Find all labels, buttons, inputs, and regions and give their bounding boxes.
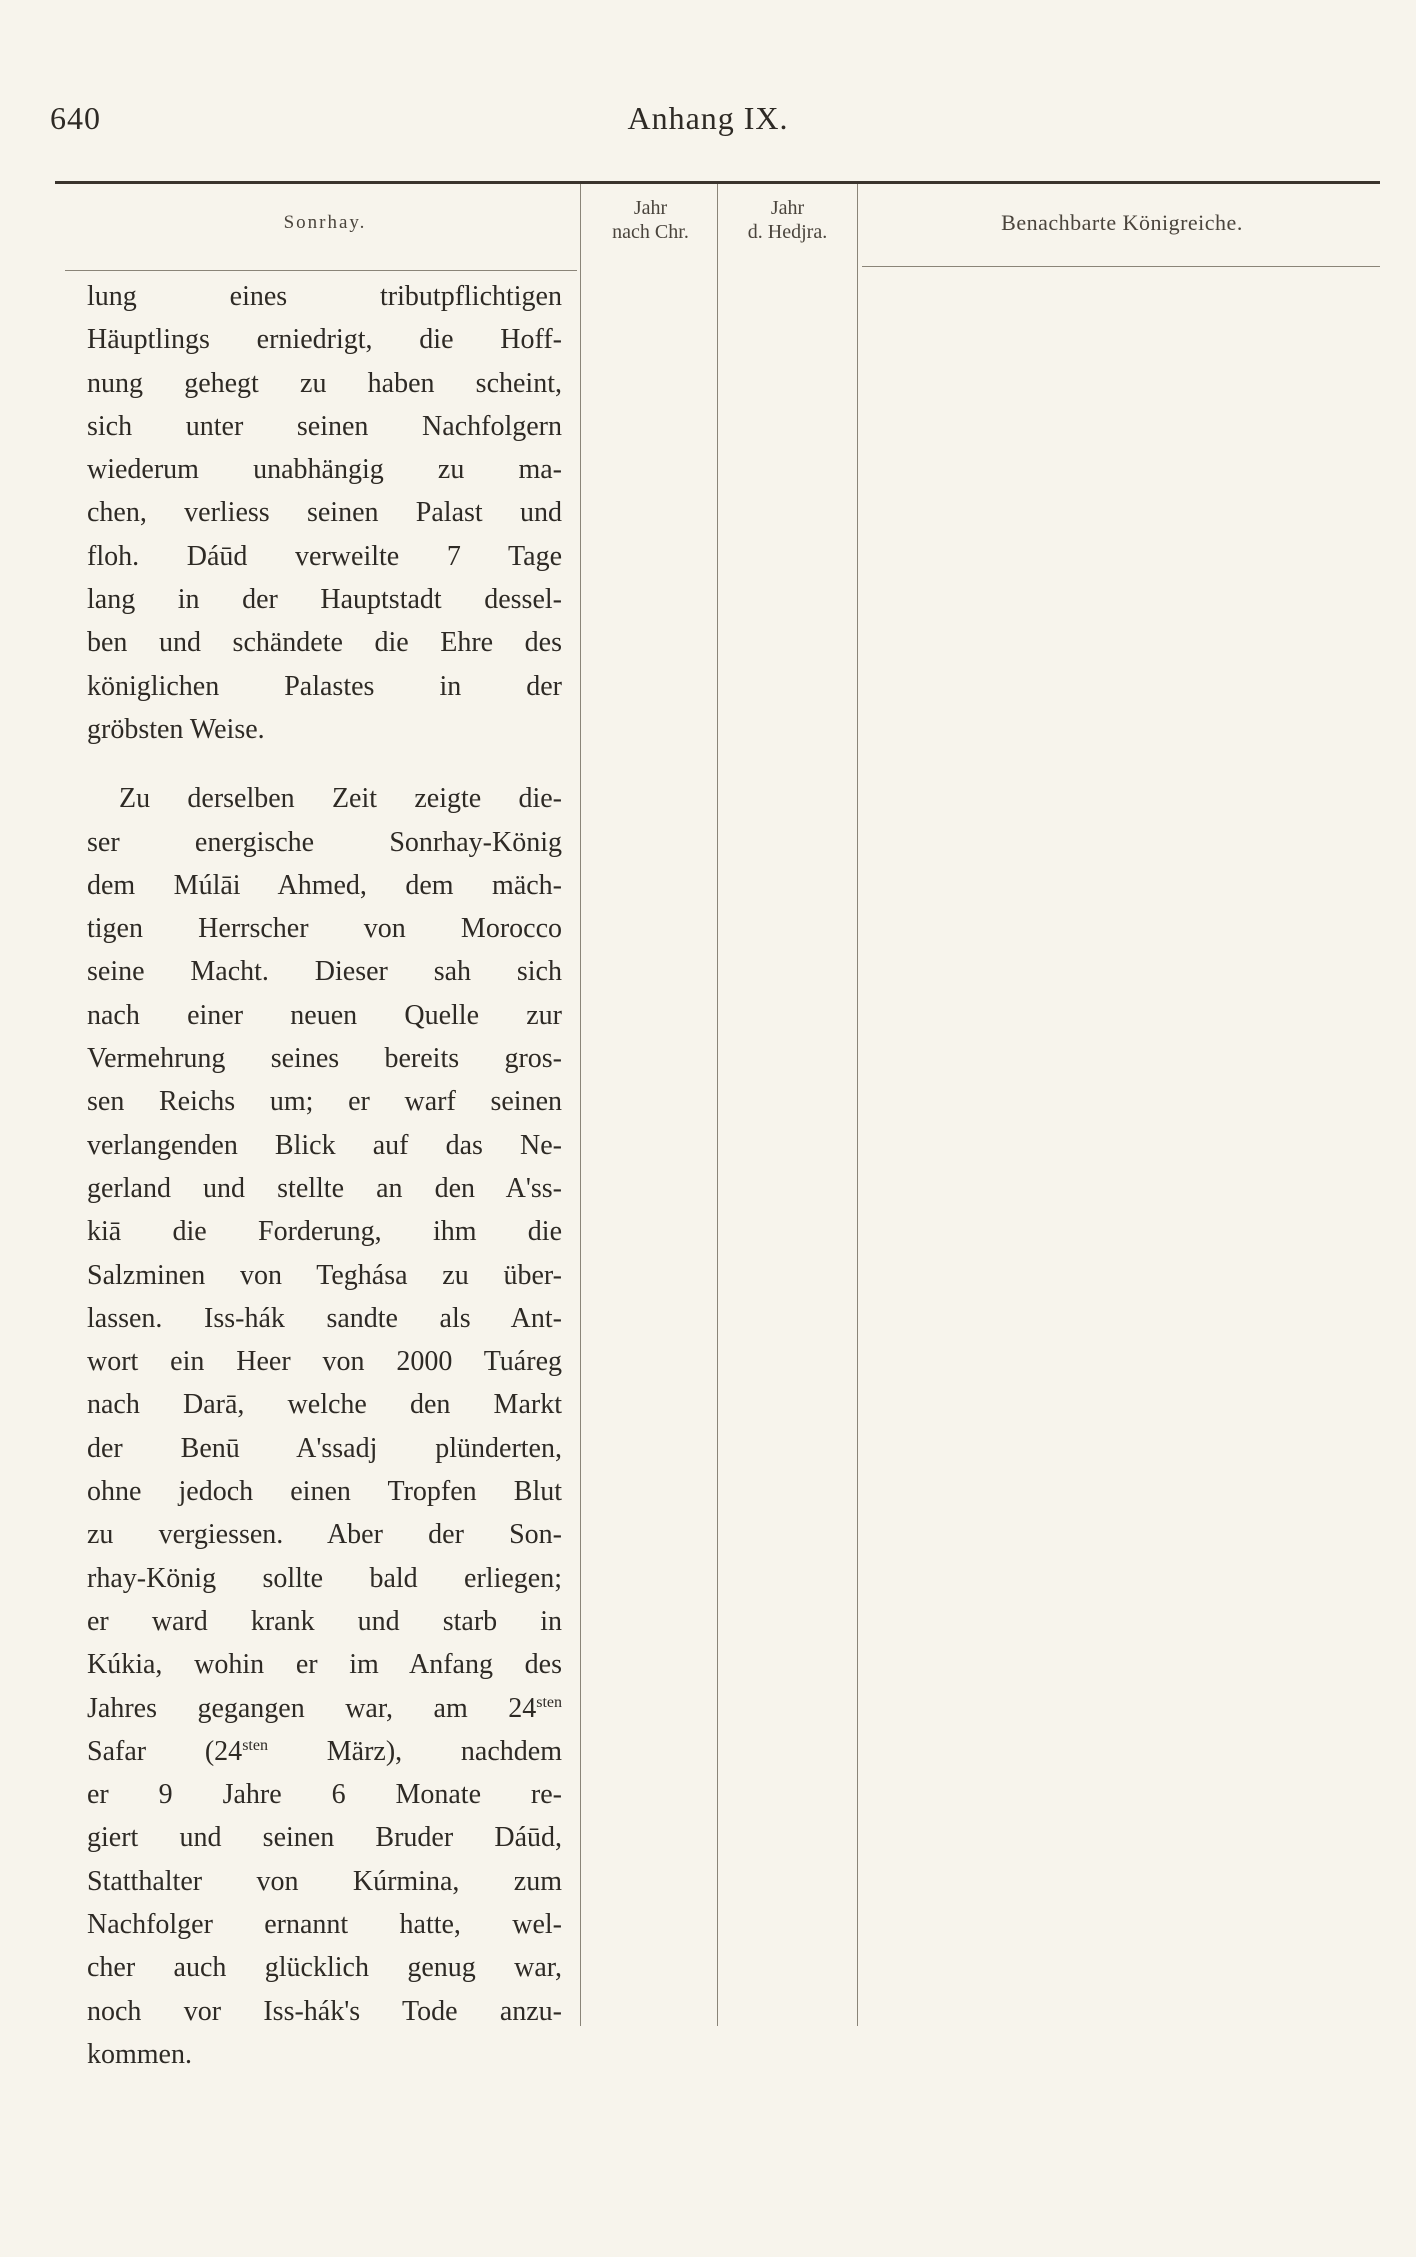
superscript: sten	[242, 1736, 268, 1754]
column-divider-2	[717, 184, 718, 2026]
page-number: 640	[50, 100, 101, 136]
text-line: königlichen Palastes in der	[87, 670, 562, 702]
text-line: Kúkia, wohin er im Anfang des	[87, 1649, 562, 1681]
text-line: cher auch glücklich genug war,	[87, 1952, 562, 1984]
main-text	[87, 275, 562, 2076]
paragraph-gap	[87, 751, 562, 777]
text-line: wort ein Heer von 2000 Tuáreg	[87, 1346, 562, 1378]
text-line: er ward krank und starb in	[87, 1605, 562, 1637]
text-line: wiederum unabhängig zu ma-	[87, 454, 562, 486]
text-line: seine Macht. Dieser sah sich	[87, 956, 562, 988]
text-line: giert und seinen Bruder Dáūd,	[87, 1822, 562, 1854]
text-line: lung eines tributpflichtigen	[87, 281, 562, 312]
text-line: chen, verliess seinen Palast und	[87, 497, 562, 529]
text-line: der Benū A'ssadj plünderten,	[87, 1432, 562, 1464]
text-line: nung gehegt zu haben scheint,	[87, 367, 562, 399]
column-header-year-hedjra-line1: Jahr	[770, 197, 805, 219]
text-line: rhay-König sollte bald erliegen;	[87, 1562, 562, 1594]
text-line: ohne jedoch einen Tropfen Blut	[87, 1476, 562, 1508]
text-line: sen Reichs um; er warf seinen	[87, 1086, 562, 1118]
text-line: kommen.	[87, 2038, 192, 2070]
text-line: nach Darā, welche den Markt	[87, 1389, 562, 1421]
column-header-year-chr-line2: nach Chr.	[612, 221, 689, 243]
column-divider-3	[857, 184, 858, 2026]
text-line: kiā die Forderung, ihm die	[87, 1216, 562, 1248]
text-line: verlangenden Blick auf das Ne-	[87, 1129, 562, 1161]
running-head: Anhang IX.	[627, 100, 789, 136]
column-header-sonrhay: Sonrhay.	[283, 212, 367, 233]
text-fragment: Safar (24	[87, 1735, 243, 1767]
column-header-year-hedjra-line2: d. Hedjra.	[747, 221, 828, 243]
text-line: zu vergiessen. Aber der Son-	[87, 1519, 562, 1551]
text-line: gerland und stellte an den A'ss-	[87, 1172, 562, 1204]
superscript: sten	[536, 1693, 562, 1711]
text-line: sich unter seinen Nachfolgern	[87, 410, 562, 442]
text-line: Häuptlings erniedrigt, die Hoff-	[87, 324, 562, 356]
column-header-year-chr-line1: Jahr	[633, 197, 668, 219]
text-line: Statthalter von Kúrmina, zum	[87, 1865, 562, 1897]
text-line: lang in der Hauptstadt dessel-	[87, 584, 562, 616]
text-line: Vermehrung seines bereits gros-	[87, 1043, 562, 1075]
text-line: Salzminen von Teghása zu über-	[87, 1259, 562, 1291]
column-header-year-hedjra	[720, 196, 855, 244]
text-line: ser energische Sonrhay-König	[87, 826, 562, 858]
text-fragment: Jahres gegangen war, am 24	[87, 1692, 537, 1724]
text-line: noch vor Iss-hák's Tode anzu-	[87, 1995, 562, 2027]
text-line: floh. Dáūd verweilte 7 Tage	[87, 540, 562, 572]
text-fragment: März), nachdem	[267, 1735, 562, 1767]
header-rule-sonrhay	[65, 270, 577, 271]
text-line: dem Múlāi Ahmed, dem mäch-	[87, 869, 562, 901]
text-line	[87, 1730, 562, 1773]
text-line	[87, 1687, 562, 1730]
text-line: gröbsten Weise.	[87, 713, 265, 745]
text-line: Zu derselben Zeit zeigte die-	[119, 783, 562, 815]
column-divider-1	[580, 184, 581, 2026]
text-line: lassen. Iss-hák sandte als Ant-	[87, 1302, 562, 1334]
column-header-neighbours: Benachbarte Königreiche.	[1001, 210, 1243, 235]
text-line: nach einer neuen Quelle zur	[87, 999, 562, 1031]
text-line: tigen Herrscher von Morocco	[87, 913, 562, 945]
text-line: er 9 Jahre 6 Monate re-	[87, 1779, 562, 1811]
text-line: Nachfolger ernannt hatte, wel-	[87, 1908, 562, 1940]
text-line: ben und schändete die Ehre des	[87, 627, 562, 659]
header-rule-neighbours	[862, 266, 1380, 267]
column-header-year-chr	[583, 196, 718, 244]
